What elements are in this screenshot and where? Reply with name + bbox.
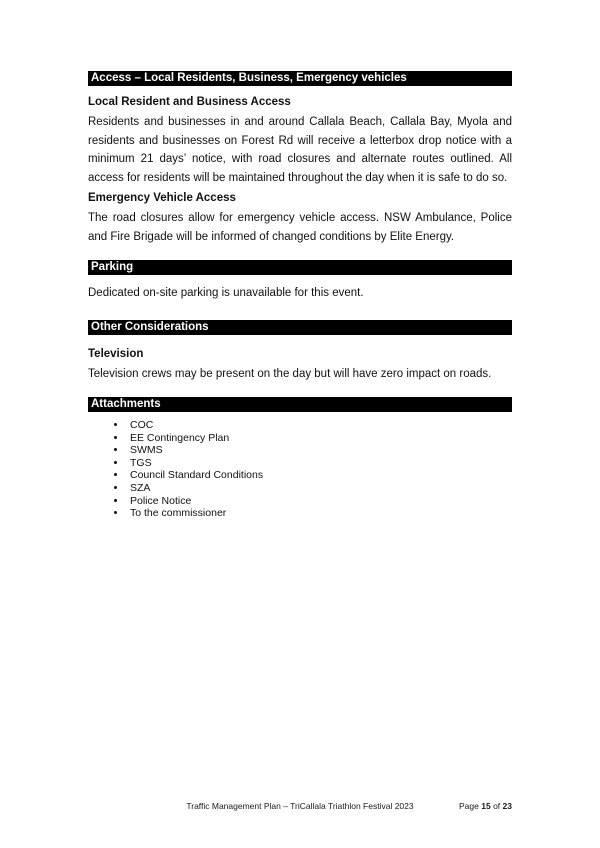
paragraph-local-resident-business-access: Residents and businesses in and around Callala Beach, Callala Bay, Myola and residents and businesses on Forest Rd will receive a letterbox drop notice with a minimum 21 days’ notice, with road closures and alternate routes outlined. All access for residents will be maintained throughout the day when it is safe to do so. (88, 116, 512, 184)
section-bar-parking: Parking (88, 260, 512, 275)
heading-local-resident-business-access: Local Resident and Business Access (88, 96, 291, 108)
section-bar-access: Access – Local Residents, Business, Emergency vehicles (88, 71, 512, 86)
attachment-item: • COC (127, 419, 512, 432)
attachment-item: • To the commissioner (127, 507, 512, 520)
of-word: of (493, 801, 501, 811)
page-word: Page (458, 801, 479, 811)
footer (88, 801, 512, 812)
paragraph-television: Television crews may be present on the day but will have zero impact on roads. (88, 367, 492, 380)
attachment-item: • SZA (127, 482, 512, 495)
attachment-item: • Council Standard Conditions (127, 469, 512, 482)
attachment-item: • SWMS (127, 444, 512, 457)
attachment-item: • EE Contingency Plan (127, 432, 512, 445)
footer-doc-title: Traffic Management Plan – TriCallala Triathlon Festival 2023 (186, 801, 414, 811)
page-total: 23 (502, 801, 512, 811)
section-bar-attachments: Attachments (88, 397, 512, 412)
page-number: 15 (481, 801, 491, 811)
attachment-item: • Police Notice (127, 495, 512, 508)
section-bar-other-considerations: Other Considerations (88, 320, 512, 335)
document-content (88, 71, 512, 520)
attachments-list (88, 419, 512, 520)
attachment-item: • TGS (127, 457, 512, 470)
heading-emergency-vehicle-access: Emergency Vehicle Access (88, 192, 236, 204)
paragraph-parking: Dedicated on-site parking is unavailable for this event. (88, 287, 364, 299)
heading-television: Television (88, 347, 144, 360)
page-number-indicator (459, 801, 512, 812)
paragraph-emergency-vehicle-access: The road closures allow for emergency vehicle access. NSW Ambulance, Police and Fire Brigade will be informed of changed conditions by Elite Energy. (88, 212, 512, 243)
